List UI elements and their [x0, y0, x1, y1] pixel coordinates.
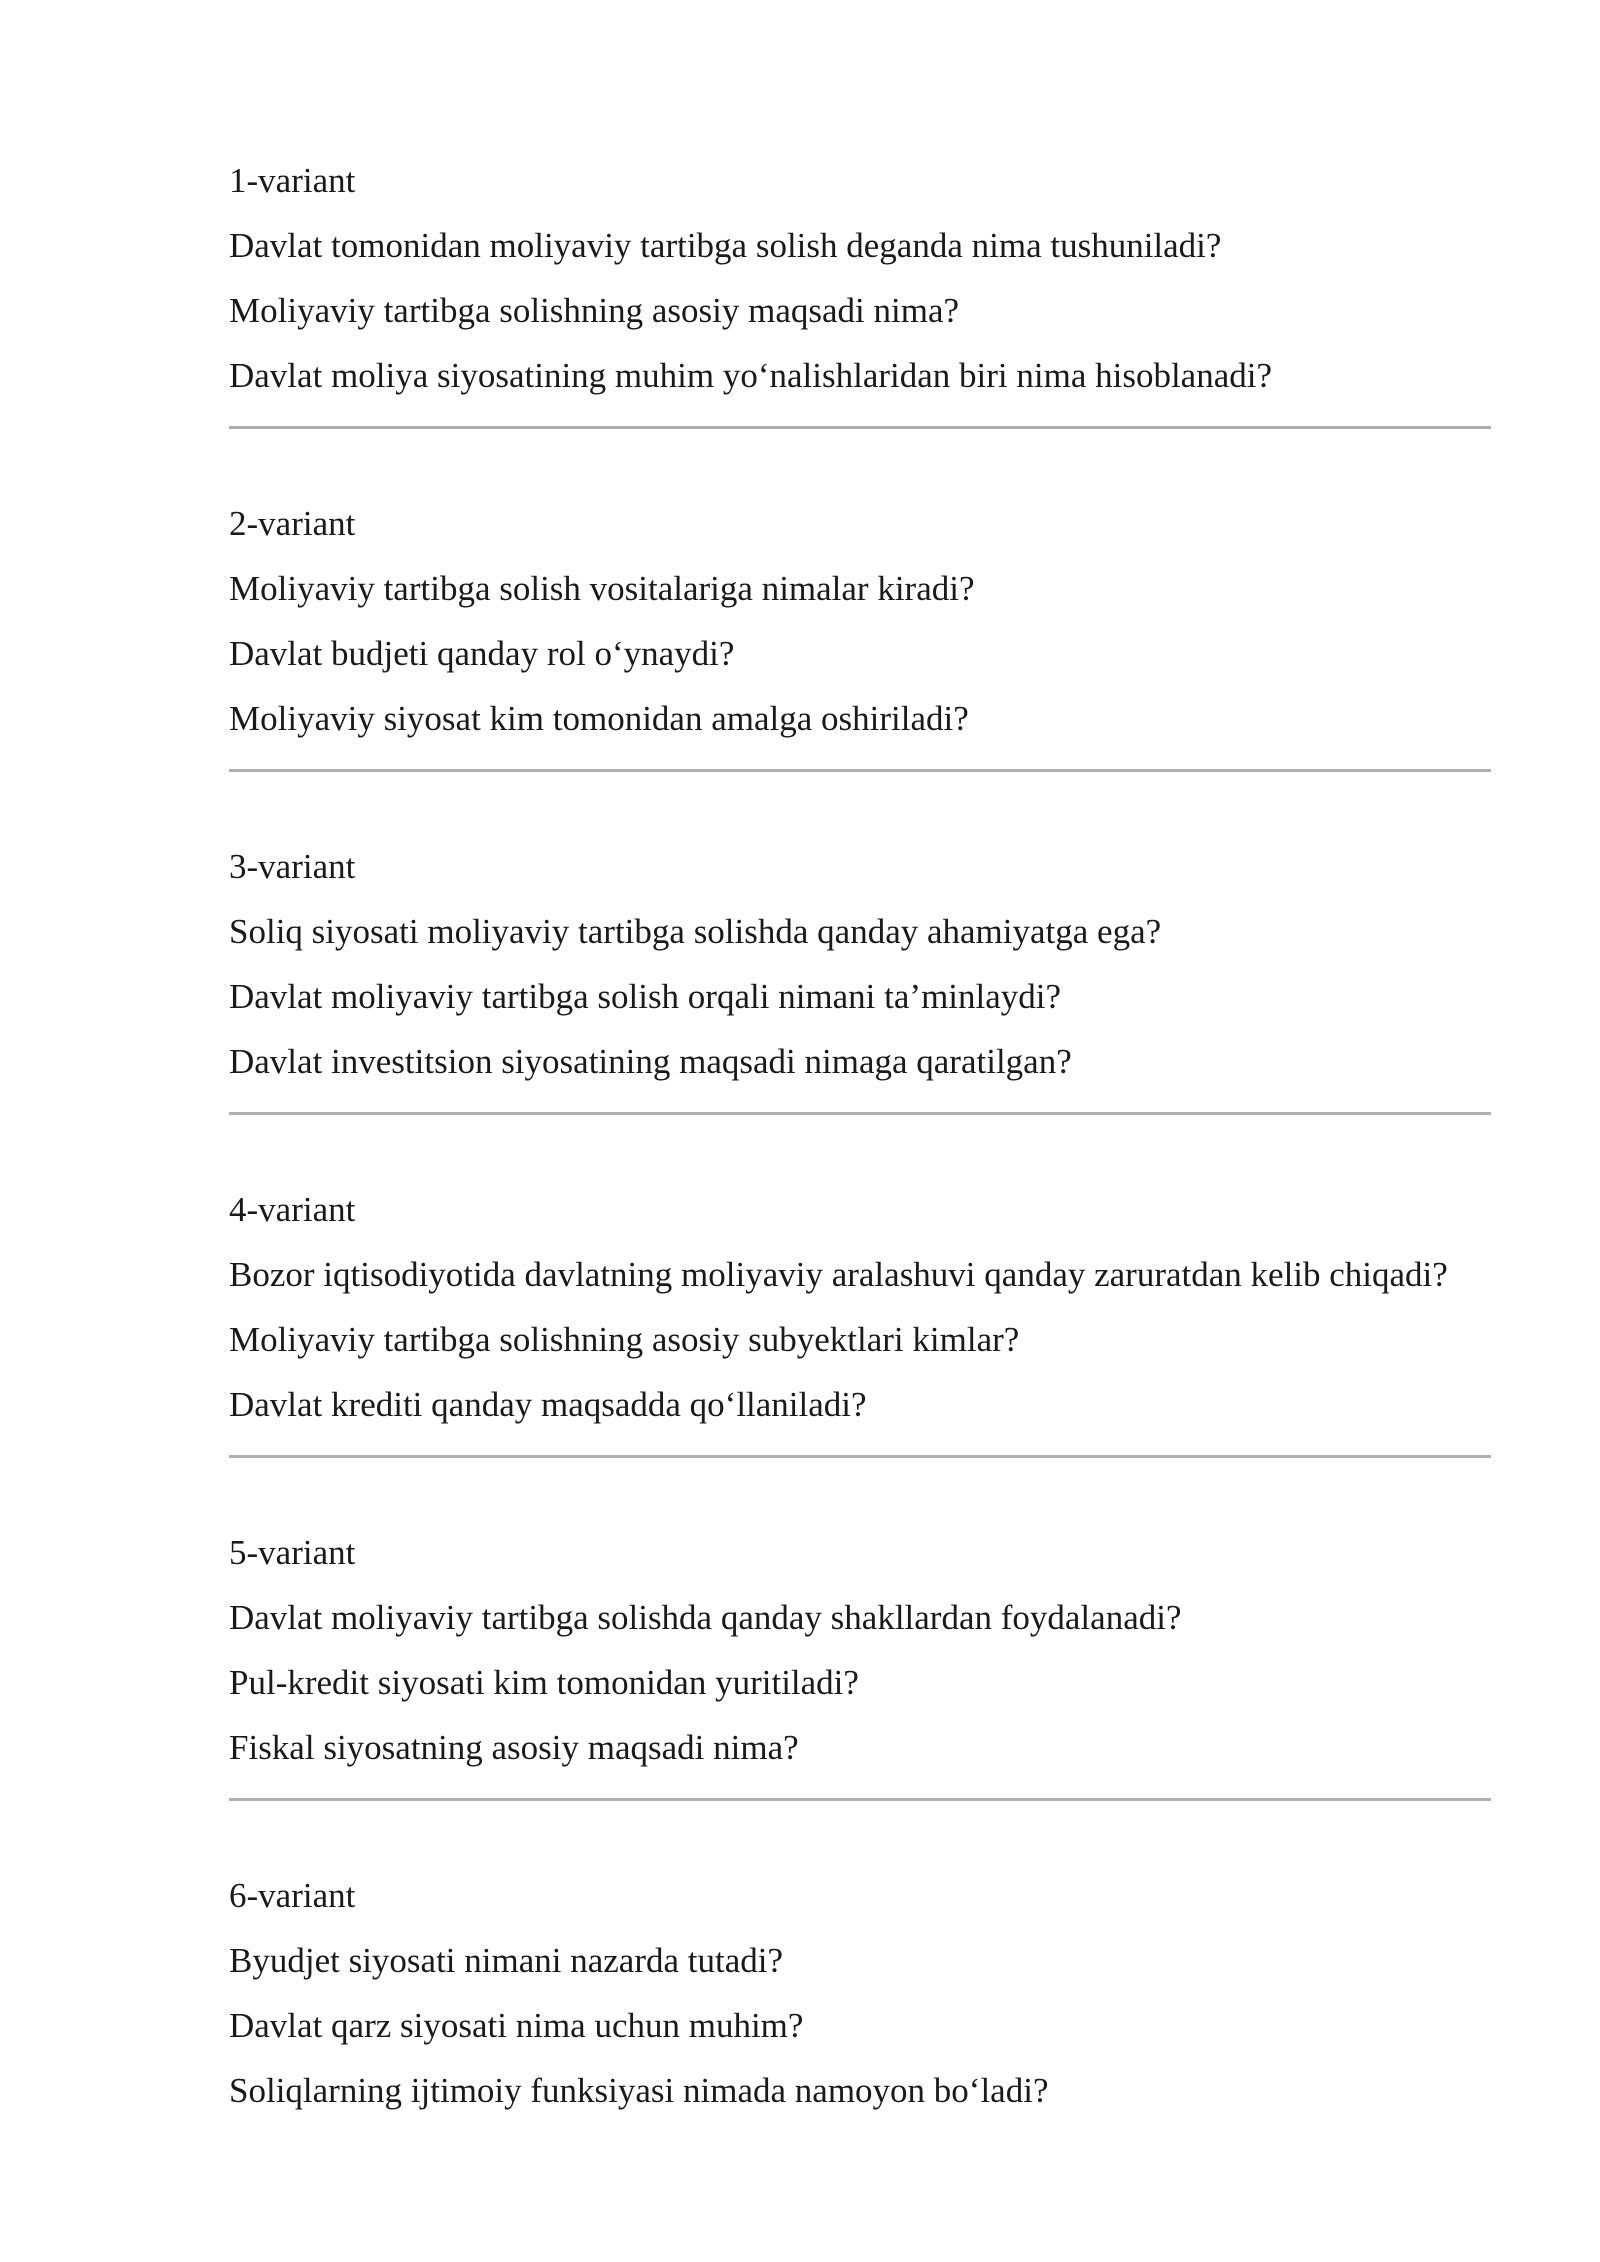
document-page: [229, 148, 1491, 2203]
question: Davlat budjeti qanday rol o‘ynaydi?: [229, 634, 735, 673]
question: Moliyaviy siyosat kim tomonidan amalga oshiriladi?: [229, 699, 969, 738]
question: Moliyaviy tartibga solish vositalariga nimalar kiradi?: [229, 569, 975, 608]
variant-title: 4-variant: [229, 1190, 356, 1229]
question: Davlat qarz siyosati nima uchun muhim?: [229, 2006, 804, 2045]
variant-title: 5-variant: [229, 1533, 356, 1572]
question: Fiskal siyosatning asosiy maqsadi nima?: [229, 1728, 799, 1767]
variant-6: [229, 1863, 1491, 2141]
question: Moliyaviy tartibga solishning asosiy maqsadi nima?: [229, 291, 960, 330]
variant-title: 3-variant: [229, 847, 356, 886]
question: Soliqlarning ijtimoiy funksiyasi nimada namoyon bo‘ladi?: [229, 2071, 1049, 2110]
variant-title: 1-variant: [229, 161, 356, 200]
question: Byudjet siyosati nimani nazarda tutadi?: [229, 1941, 784, 1980]
question: Pul-kredit siyosati kim tomonidan yuritiladi?: [229, 1663, 859, 1702]
question: Davlat tomonidan moliyaviy tartibga solish deganda nima tushuniladi?: [229, 226, 1222, 265]
question: Davlat krediti qanday maqsadda qo‘llaniladi?: [229, 1385, 867, 1424]
variant-1: [229, 148, 1491, 429]
question: Davlat investitsion siyosatining maqsadi nimaga qaratilgan?: [229, 1042, 1072, 1081]
variant-5: [229, 1520, 1491, 1801]
question: Davlat moliyaviy tartibga solishda qanday shakllardan foydalanadi?: [229, 1598, 1182, 1637]
variant-2: [229, 491, 1491, 772]
question: Davlat moliya siyosatining muhim yo‘nalishlaridan biri nima hisoblanadi?: [229, 356, 1273, 395]
variant-3: [229, 834, 1491, 1115]
variant-title: 2-variant: [229, 504, 356, 543]
question: Davlat moliyaviy tartibga solish orqali nimani ta’minlaydi?: [229, 977, 1062, 1016]
question: Bozor iqtisodiyotida davlatning moliyaviy aralashuvi qanday zaruratdan kelib chiqadi?: [229, 1255, 1448, 1294]
variant-title: 6-variant: [229, 1876, 356, 1915]
question: Moliyaviy tartibga solishning asosiy subyektlari kimlar?: [229, 1320, 1020, 1359]
question: Soliq siyosati moliyaviy tartibga solishda qanday ahamiyatga ega?: [229, 912, 1162, 951]
variant-4: [229, 1177, 1491, 1458]
